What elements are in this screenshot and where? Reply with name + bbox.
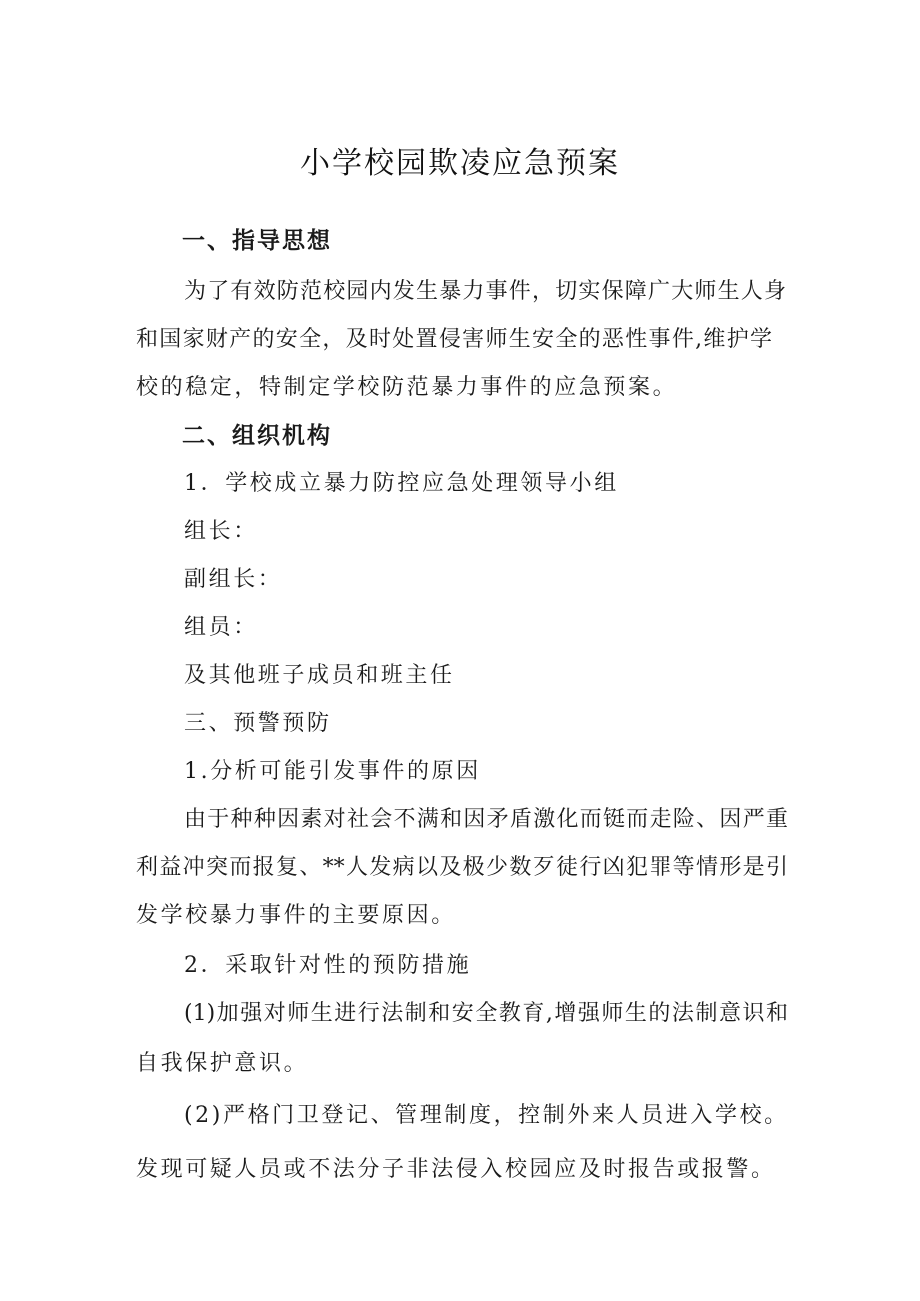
paragraph-line: 校的稳定，特制定学校防范暴力事件的应急预案。	[136, 375, 678, 400]
paragraph-line: (1)加强对师生进行法制和安全教育,增强师生的法制意识和	[184, 1001, 788, 1026]
section-heading-guiding-ideology: 一、指导思想	[182, 228, 332, 254]
list-item: 1.分析可能引发事件的原因	[184, 759, 481, 784]
paragraph-line: 自我保护意识。	[136, 1051, 309, 1076]
leader-label: 组长：	[184, 519, 258, 544]
section-heading-organization: 二、组织机构	[182, 423, 332, 449]
document-title: 小学校园欺凌应急预案	[300, 146, 620, 181]
paragraph-line: (2)严格门卫登记、管理制度，控制外来人员进入学校。	[184, 1103, 789, 1128]
paragraph-line: 发现可疑人员或不法分子非法侵入校园应及时报告或报警。	[136, 1157, 776, 1182]
deputy-leader-label: 副组长：	[184, 567, 283, 592]
section-heading-early-warning: 三、预警预防	[184, 711, 332, 736]
paragraph-line: 及其他班子成员和班主任	[184, 663, 455, 688]
members-label: 组员：	[184, 615, 258, 640]
list-item: 1．学校成立暴力防控应急处理领导小组	[184, 471, 619, 496]
paragraph-line: 发学校暴力事件的主要原因。	[136, 903, 456, 928]
paragraph-line: 利益冲突而报复、**人发病以及极少数歹徒行凶犯罪等情形是引	[136, 855, 788, 880]
paragraph-line: 由于种种因素对社会不满和因矛盾激化而铤而走险、因严重	[184, 807, 788, 832]
list-item: 2．采取针对性的预防措施	[184, 953, 472, 978]
paragraph-line: 和国家财产的安全，及时处置侵害师生安全的恶性事件,维护学	[136, 327, 772, 352]
paragraph-line: 为了有效防范校园内发生暴力事件，切实保障广大师生人身	[184, 279, 786, 304]
